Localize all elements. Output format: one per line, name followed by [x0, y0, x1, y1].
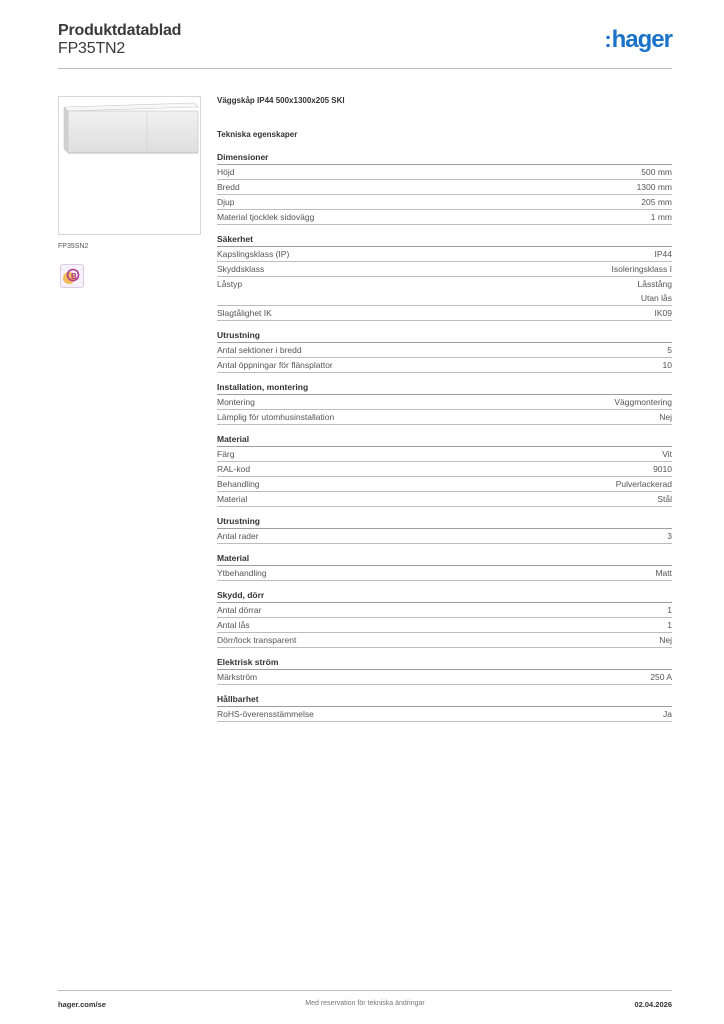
- spec-value: [667, 618, 672, 632]
- spec-value-line: Stål: [657, 494, 672, 504]
- spec-value-line: Låsstång: [637, 279, 672, 289]
- spec-value-line: Nej: [659, 635, 672, 645]
- spec-value: [667, 343, 672, 357]
- section-title: Säkerhet: [217, 233, 672, 247]
- spec-row: [217, 195, 672, 210]
- spec-value: [663, 358, 672, 372]
- spec-label: Antal dörrar: [217, 605, 262, 615]
- image-caption: FP35SN2: [58, 243, 89, 250]
- section-title: Installation, montering: [217, 381, 672, 395]
- spec-value-line: Pulverlackerad: [615, 479, 672, 489]
- spec-value-line: IP44: [654, 249, 672, 259]
- spec-sections: [217, 151, 672, 722]
- spec-value-line: Väggmontering: [614, 397, 672, 407]
- spec-row: [217, 262, 672, 277]
- page-footer: [58, 990, 672, 1009]
- spec-row: [217, 165, 672, 180]
- spec-value: [657, 492, 672, 506]
- spec-label: Färg: [217, 449, 235, 459]
- spec-label: Djup: [217, 197, 235, 207]
- svg-text:B: B: [71, 272, 77, 281]
- product-description: Väggskåp IP44 500x1300x205 SKI: [217, 96, 345, 105]
- spec-value-line: 250 A: [650, 672, 672, 682]
- spec-section: [217, 656, 672, 685]
- product-code: FP35TN2: [58, 40, 126, 57]
- spec-label: Antal lås: [217, 620, 250, 630]
- spec-value: [641, 165, 672, 179]
- spec-label: RAL-kod: [217, 464, 251, 474]
- spec-label: Ytbehandling: [217, 568, 267, 578]
- spec-row: [217, 603, 672, 618]
- spec-value-line: 500 mm: [641, 167, 672, 177]
- spec-section: [217, 233, 672, 321]
- spec-row: [217, 180, 672, 195]
- spec-row: [217, 343, 672, 358]
- spec-label: Höjd: [217, 167, 235, 177]
- spec-value: [616, 477, 672, 491]
- spec-section: [217, 433, 672, 507]
- spec-value: [650, 670, 672, 684]
- spec-content: [217, 95, 672, 730]
- spec-label: Lämplig för utomhusinstallation: [217, 412, 335, 422]
- spec-value: [614, 395, 672, 409]
- spec-row: [217, 707, 672, 722]
- spec-value-line: Utan lås: [640, 293, 672, 303]
- spec-value-line: Nej: [659, 412, 672, 422]
- spec-value-line: Ja: [663, 709, 672, 719]
- spec-row: [217, 277, 672, 306]
- spec-row: [217, 358, 672, 373]
- spec-label: Bredd: [217, 182, 240, 192]
- spec-value: [659, 410, 672, 424]
- spec-label: Slagtålighet IK: [217, 308, 272, 318]
- spec-value-line: Matt: [655, 568, 672, 578]
- spec-row: [217, 447, 672, 462]
- spec-value-line: 3: [667, 531, 672, 541]
- spec-section: [217, 589, 672, 648]
- spec-row: [217, 410, 672, 425]
- spec-label: RoHS-överensstämmelse: [217, 709, 314, 719]
- spec-label: Dörr/lock transparent: [217, 635, 297, 645]
- page-title: Produktdatablad: [58, 22, 182, 39]
- spec-label: Material tjocklek sidovägg: [217, 212, 315, 222]
- spec-label: Kapslingsklass (IP): [217, 249, 290, 259]
- tech-heading: Tekniska egenskaper: [217, 130, 298, 139]
- spec-value: [653, 462, 672, 476]
- spec-row: [217, 395, 672, 410]
- spec-section: [217, 515, 672, 544]
- spec-label: Antal sektioner i bredd: [217, 345, 302, 355]
- spec-value: [655, 247, 673, 261]
- logo-text: hager: [611, 26, 672, 53]
- spec-value: [663, 707, 672, 721]
- spec-value: [655, 566, 672, 580]
- section-title: Dimensioner: [217, 151, 672, 165]
- spec-row: [217, 633, 672, 648]
- spec-value: [662, 447, 672, 461]
- ecolabel-icon: [60, 264, 84, 288]
- footer-date: 02.04.2026: [634, 1000, 672, 1009]
- spec-value: [612, 262, 672, 276]
- spec-label: Antal rader: [217, 531, 259, 541]
- spec-label: Montering: [217, 397, 255, 407]
- spec-value-line: Vit: [662, 449, 672, 459]
- section-title: Hållbarhet: [217, 693, 672, 707]
- footer-disclaimer: Med reservation för tekniska ändringar: [305, 1000, 425, 1007]
- spec-row: [217, 477, 672, 492]
- spec-value: [659, 633, 672, 647]
- hager-logo: :hager: [604, 26, 672, 53]
- spec-label: Behandling: [217, 479, 260, 489]
- spec-label: Skyddsklass: [217, 264, 265, 274]
- spec-row: [217, 492, 672, 507]
- spec-section: [217, 151, 672, 225]
- spec-value-line: 1300 mm: [636, 182, 672, 192]
- spec-label: Märkström: [217, 672, 258, 682]
- spec-section: [217, 329, 672, 373]
- spec-row: [217, 247, 672, 262]
- spec-row: [217, 462, 672, 477]
- spec-value-line: 1 mm: [650, 212, 672, 222]
- section-title: Utrustning: [217, 329, 672, 343]
- spec-label: Material: [217, 494, 248, 504]
- spec-row: [217, 210, 672, 225]
- spec-row: [217, 566, 672, 581]
- spec-value: [655, 306, 673, 320]
- section-title: Material: [217, 552, 672, 566]
- spec-row: [217, 618, 672, 633]
- spec-label: Antal öppningar för flänsplattor: [217, 360, 333, 370]
- section-title: Elektrisk ström: [217, 656, 672, 670]
- spec-value: [651, 210, 672, 224]
- spec-row: [217, 306, 672, 321]
- spec-section: [217, 552, 672, 581]
- cabinet-illustration: [59, 97, 200, 234]
- spec-value-line: 1: [667, 605, 672, 615]
- spec-value-line: IK09: [654, 308, 672, 318]
- footer-website: hager.com/se: [58, 1000, 106, 1009]
- spec-value-line: Isoleringsklass I: [611, 264, 672, 274]
- spec-value-line: 9010: [653, 464, 672, 474]
- page-header: [58, 20, 672, 69]
- spec-value: [638, 277, 673, 305]
- spec-label: Låstyp: [217, 279, 243, 289]
- section-title: Material: [217, 433, 672, 447]
- section-title: Utrustning: [217, 515, 672, 529]
- spec-value: [667, 529, 672, 543]
- spec-value: [641, 195, 672, 209]
- spec-section: [217, 693, 672, 722]
- spec-value: [637, 180, 672, 194]
- spec-value-line: 5: [667, 345, 672, 355]
- product-image: [58, 96, 201, 235]
- spec-row: [217, 529, 672, 544]
- section-title: Skydd, dörr: [217, 589, 672, 603]
- spec-value: [667, 603, 672, 617]
- spec-value-line: 205 mm: [641, 197, 672, 207]
- spec-value-line: 1: [667, 620, 672, 630]
- spec-section: [217, 381, 672, 425]
- spec-row: [217, 670, 672, 685]
- spec-value-line: 10: [662, 360, 672, 370]
